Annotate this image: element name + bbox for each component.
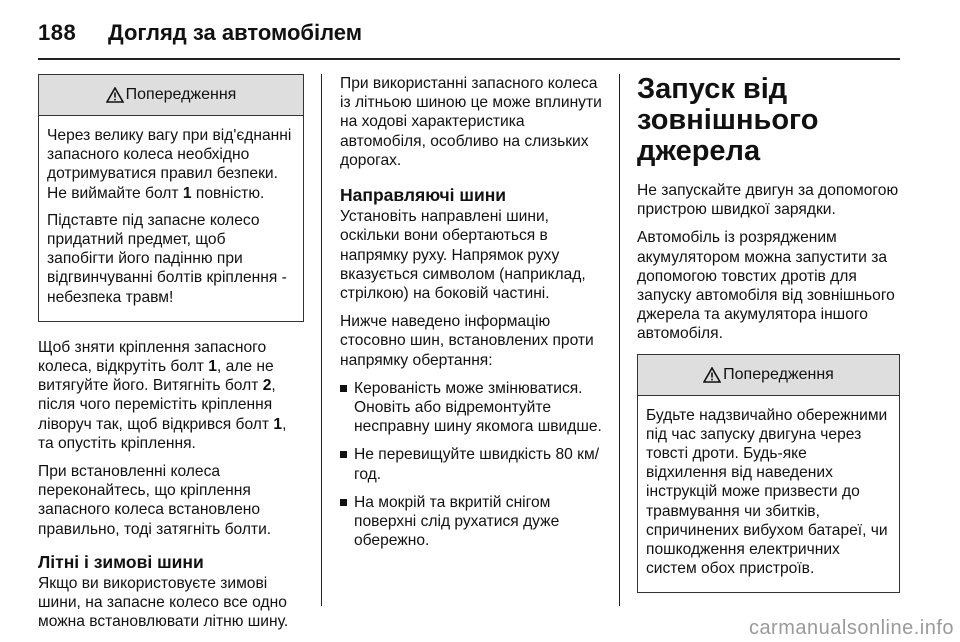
body-paragraph: При використанні запасного колеса із літньою шиною це може вплинути на ходові характеристика автомобіля, особливо на слизьких дорогах.: [340, 75, 602, 169]
list-item: На мокрій та вкритій снігом поверхні слід рухатися дуже обережно.: [340, 493, 606, 551]
body-paragraph: Автомобіль із розрядженим акумулятором можна запустити за допомогою товстих дротів для запуску автомобіля від зовнішнього джерела та акумулятора іншого автомобіля.: [637, 229, 895, 343]
list-item: Не перевищуйте швидкість 80 км/год.: [340, 445, 606, 483]
warning-paragraph: Будьте надзвичайно обережними під час запуску двигуна через товсті дроти. Будь-яке відхилення від наведених інструкцій може призвести до травмування чи збитків, спричинених вибухом батареї, чи пошкодження електричних систем обох пристроїв.: [646, 406, 888, 578]
section-heading: Направляючі шини: [340, 185, 507, 206]
body-paragraph: Нижче наведено інформацію стосовно шин, встановлених проти напрямку обертання:: [340, 313, 594, 369]
watermark-link[interactable]: carmanualsonline.info: [748, 617, 954, 639]
section-heading: Літні і зимові шини: [38, 551, 204, 572]
warning-box: [38, 74, 304, 322]
body-paragraph: При встановленні колеса переконайтесь, що кріплення запасного колеса встановлено правильно, тоді затягніть болти.: [38, 463, 272, 538]
column-middle: [340, 74, 606, 559]
body-paragraph: Якщо ви використовуєте зимові шини, на запасне колесо все одно можна встановлювати літню шину.: [38, 575, 289, 631]
warning-title: Попередження: [723, 366, 834, 384]
warning-triangle-icon: [703, 367, 721, 383]
warning-body: [39, 116, 303, 321]
warning-paragraph: Через велику вагу при від'єднанні запасного колеса необхідно дотримуватися правил безпеки. Не виймайте болт 1 повністю.: [47, 127, 292, 202]
warning-triangle-icon: [106, 87, 124, 103]
body-paragraph: Щоб зняти кріплення запасного колеса, відкрутіть болт 1, але не витягуйте його. Витягніть болт 2, після чого перемістіть кріплення ліворуч так, щоб відкрився болт 1, та опустіть кріплення.: [38, 338, 287, 452]
column-right: [637, 74, 900, 609]
warning-body: [638, 396, 899, 593]
body-paragraph: Установіть направлені шини, оскільки вони обертаються в напрямку руху. Напрямок руху вказується символом (наприклад, стрілкою) на боковій частині.: [340, 208, 586, 303]
column-divider: [619, 74, 620, 606]
section-title: Запуск від зовнішнього джерела: [637, 73, 819, 167]
warning-box: [637, 354, 900, 594]
bullet-list: [340, 379, 606, 551]
warning-header: [39, 75, 303, 116]
warning-paragraph: Підставте під запасне колесо придатний предмет, щоб запобігти його падінню при відгвинчуванні болтів кріплення - небезпека травм!: [47, 211, 287, 306]
warning-title: Попередження: [125, 86, 237, 104]
column-divider: [321, 74, 322, 606]
body-paragraph: Не запускайте двигун за допомогою пристрою швидкої зарядки.: [637, 182, 899, 219]
column-left: [38, 74, 304, 641]
warning-header: [638, 355, 899, 396]
page-number: 188: [38, 20, 77, 45]
page-title: Догляд за автомобілем: [108, 20, 363, 45]
list-item: Керованість може змінюватися. Оновіть або відремонтуйте несправну шину якомога швидше.: [340, 379, 606, 437]
header-divider: [38, 58, 900, 60]
